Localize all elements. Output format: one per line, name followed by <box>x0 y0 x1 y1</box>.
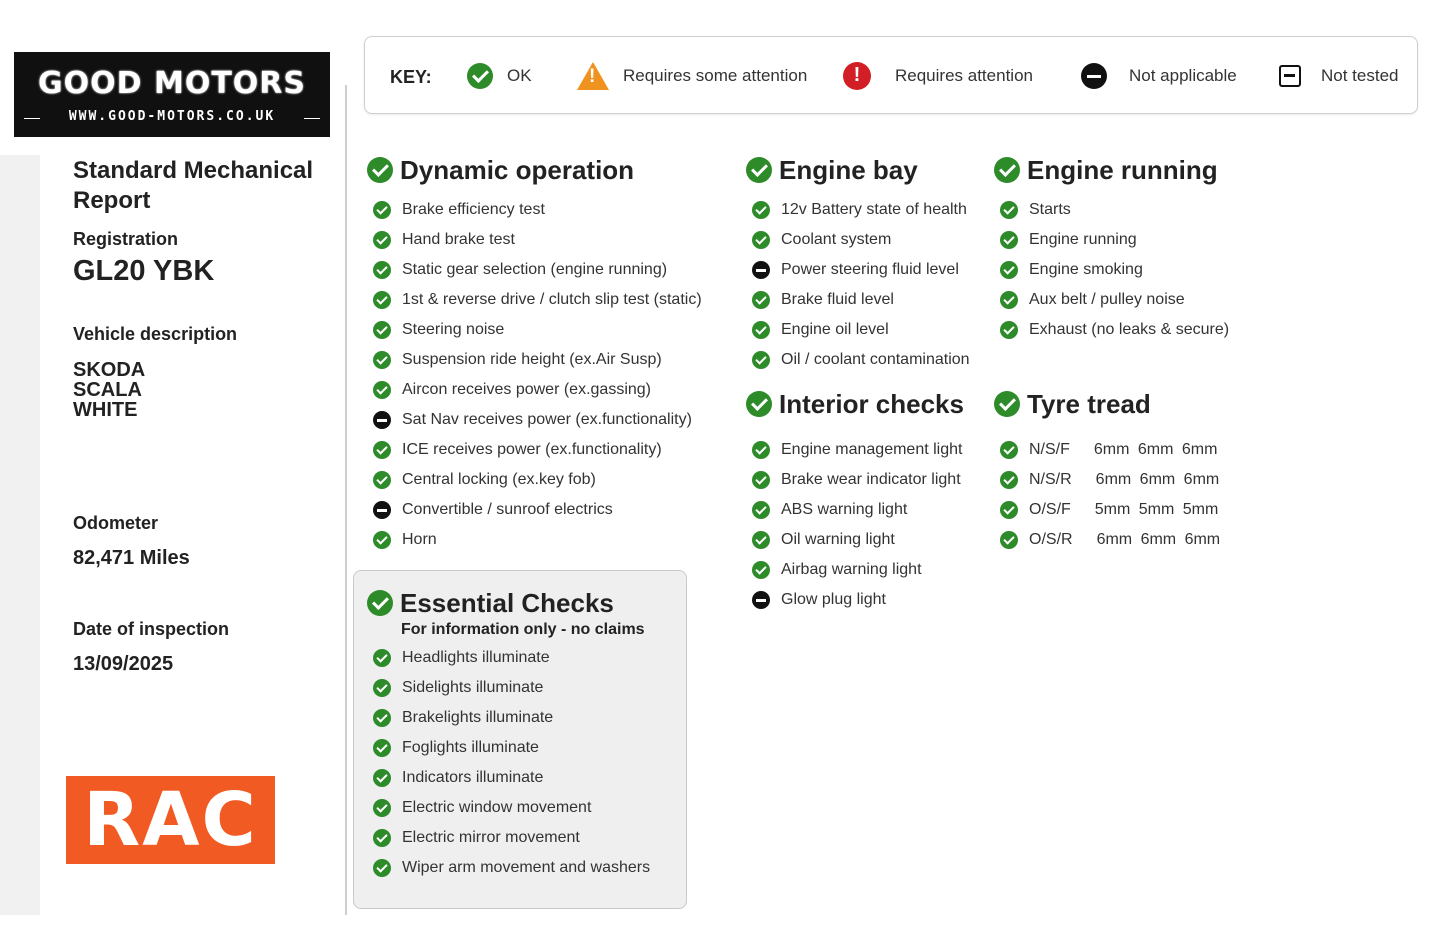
logo-name: GOOD MOTORS <box>37 66 306 101</box>
item-label: ABS warning light <box>781 501 908 518</box>
tread-depths: 5mm 5mm 5mm <box>1094 501 1219 518</box>
list-item <box>367 853 686 883</box>
item-label: Brakelights illuminate <box>402 709 554 726</box>
check-list <box>746 195 970 375</box>
list-item <box>367 375 702 405</box>
check-icon <box>752 291 770 309</box>
list-item <box>367 405 702 435</box>
check-icon <box>373 231 391 249</box>
item-label: Aircon receives power (ex.gassing) <box>402 381 651 398</box>
item-label: Convertible / sunroof electrics <box>402 501 613 518</box>
section-title: Tyre tread <box>1027 388 1151 419</box>
list-item <box>367 285 702 315</box>
list-item <box>746 465 964 495</box>
inspection-date-label: Date of inspection <box>73 619 230 639</box>
item-label: Steering noise <box>402 321 505 338</box>
section-tyre-tread <box>994 389 1220 555</box>
vehicle-colour: WHITE <box>73 399 138 421</box>
tread-depths: 6mm 6mm 6mm <box>1096 531 1221 548</box>
item-label: Electric mirror movement <box>402 829 580 846</box>
minus-circle-icon <box>373 411 391 429</box>
item-label: Sidelights illuminate <box>402 679 544 696</box>
tread-depths: 6mm 6mm 6mm <box>1095 471 1220 488</box>
odometer-value: 82,471 Miles <box>73 547 190 569</box>
key-label-ok: OK <box>507 66 532 85</box>
check-icon <box>752 201 770 219</box>
check-icon <box>373 291 391 309</box>
list-item <box>367 225 702 255</box>
list-item <box>367 673 686 703</box>
key-label-not-tested: Not tested <box>1321 66 1399 85</box>
item-label: Oil / coolant contamination <box>781 351 970 368</box>
section-interior-checks <box>746 389 964 615</box>
minus-circle-icon <box>373 501 391 519</box>
logo-line-right <box>304 118 320 119</box>
section-title: Dynamic operation <box>400 154 635 185</box>
check-icon <box>1000 291 1018 309</box>
list-item <box>746 285 970 315</box>
check-icon <box>752 561 770 579</box>
check-list <box>746 435 964 615</box>
key-title: KEY: <box>390 67 432 87</box>
list-item <box>746 225 970 255</box>
item-label: Electric window movement <box>402 799 592 816</box>
list-item <box>367 733 686 763</box>
rac-logo: RAC <box>66 776 275 864</box>
divider <box>345 85 347 915</box>
item-label: Power steering fluid level <box>781 261 959 278</box>
list-item <box>367 703 686 733</box>
check-icon <box>373 471 391 489</box>
item-label: Engine management light <box>781 441 963 458</box>
list-item <box>367 435 702 465</box>
check-icon <box>367 157 393 183</box>
check-icon <box>373 649 391 667</box>
logo-url: WWW.GOOD-MOTORS.CO.UK <box>68 109 276 124</box>
item-label: Starts <box>1029 201 1071 218</box>
list-item <box>367 345 702 375</box>
check-icon <box>1000 501 1018 519</box>
list-item <box>367 195 702 225</box>
list-item <box>994 525 1220 555</box>
list-item <box>746 195 970 225</box>
check-list <box>367 195 702 555</box>
section-engine-bay <box>746 155 970 375</box>
section-header <box>367 155 702 185</box>
report-title: Standard Mechanical Report <box>73 157 314 214</box>
item-label: Engine smoking <box>1029 261 1143 278</box>
check-icon <box>373 859 391 877</box>
check-icon <box>752 501 770 519</box>
check-icon <box>752 231 770 249</box>
minus-circle-icon <box>752 591 770 609</box>
key-item-not-tested <box>1279 59 1399 93</box>
section-header <box>994 389 1220 419</box>
item-label: Brake fluid level <box>781 291 894 308</box>
key-label-some-attention: Requires some attention <box>623 66 808 85</box>
section-title: Essential Checks <box>400 587 614 618</box>
check-icon <box>1000 471 1018 489</box>
check-icon <box>752 321 770 339</box>
check-icon <box>1000 201 1018 219</box>
check-icon <box>1000 321 1018 339</box>
list-item <box>367 465 702 495</box>
check-icon <box>373 769 391 787</box>
list-item <box>994 435 1220 465</box>
section-essential-checks <box>353 570 687 909</box>
item-label: Foglights illuminate <box>402 739 539 756</box>
list-item <box>746 435 964 465</box>
registration-label: Registration <box>73 229 179 249</box>
check-list <box>367 643 686 883</box>
check-icon <box>752 441 770 459</box>
item-label: Aux belt / pulley noise <box>1029 291 1185 308</box>
item-label: Engine oil level <box>781 321 889 338</box>
item-label: 1st & reverse drive / clutch slip test (static) <box>402 291 702 308</box>
minus-square-icon <box>1279 65 1301 87</box>
check-icon <box>1000 531 1018 549</box>
key-legend <box>364 36 1418 114</box>
check-icon <box>373 381 391 399</box>
list-item <box>994 255 1229 285</box>
list-item <box>746 255 970 285</box>
list-item <box>367 315 702 345</box>
registration-value: GL20 YBK <box>73 255 215 287</box>
item-label: ICE receives power (ex.functionality) <box>402 441 662 458</box>
list-item <box>746 495 964 525</box>
item-label: Oil warning light <box>781 531 895 548</box>
list-item <box>367 763 686 793</box>
alert-icon <box>843 62 871 90</box>
list-item <box>994 285 1229 315</box>
list-item <box>367 525 702 555</box>
key-label-not-applicable: Not applicable <box>1129 66 1237 85</box>
odometer-label: Odometer <box>73 513 159 533</box>
list-item <box>994 495 1220 525</box>
key-item-not-applicable <box>1081 59 1237 93</box>
item-label: Wiper arm movement and washers <box>402 859 651 876</box>
list-item <box>994 315 1229 345</box>
check-icon <box>1000 261 1018 279</box>
check-icon <box>752 471 770 489</box>
check-icon <box>373 321 391 339</box>
left-strip <box>0 155 40 915</box>
list-item <box>746 585 964 615</box>
warning-icon <box>577 62 609 90</box>
check-icon <box>373 201 391 219</box>
check-icon <box>752 531 770 549</box>
item-label: O/S/R <box>1029 531 1073 548</box>
check-icon <box>1000 231 1018 249</box>
check-icon <box>373 799 391 817</box>
check-icon <box>1000 441 1018 459</box>
section-title: Engine bay <box>779 154 918 185</box>
good-motors-logo <box>14 52 330 137</box>
key-label-attention: Requires attention <box>895 66 1033 85</box>
tyre-list <box>994 435 1220 555</box>
key-item-ok <box>467 59 532 93</box>
list-item <box>746 525 964 555</box>
item-label: Static gear selection (engine running) <box>402 261 668 278</box>
section-header <box>367 588 686 618</box>
minus-circle-icon <box>752 261 770 279</box>
check-icon <box>373 261 391 279</box>
check-icon <box>467 63 493 89</box>
key-item-attention <box>843 59 1033 93</box>
check-icon <box>373 531 391 549</box>
item-label: Glow plug light <box>781 591 886 608</box>
check-icon <box>373 829 391 847</box>
item-label: Suspension ride height (ex.Air Susp) <box>402 351 662 368</box>
list-item <box>367 495 702 525</box>
item-label: Brake efficiency test <box>402 201 545 218</box>
check-icon <box>746 157 772 183</box>
item-label: Engine running <box>1029 231 1137 248</box>
vehicle-make: SKODA <box>73 359 146 381</box>
check-icon <box>367 590 393 616</box>
item-label: Horn <box>402 531 437 548</box>
vehicle-description-label: Vehicle description <box>73 324 238 344</box>
item-label: Brake wear indicator light <box>781 471 961 488</box>
item-label: O/S/F <box>1029 501 1071 518</box>
tread-depths: 6mm 6mm 6mm <box>1093 441 1218 458</box>
item-label: N/S/F <box>1029 441 1070 458</box>
section-header <box>746 389 964 419</box>
item-label: Central locking (ex.key fob) <box>402 471 596 488</box>
item-label: Sat Nav receives power (ex.functionality) <box>402 411 692 428</box>
list-item <box>367 823 686 853</box>
section-title: Engine running <box>1027 154 1218 185</box>
minus-circle-icon <box>1081 63 1107 89</box>
vehicle-description <box>73 360 145 420</box>
section-title: Interior checks <box>779 388 964 419</box>
list-item <box>994 465 1220 495</box>
section-subtitle: For information only - no claims <box>401 621 645 638</box>
item-label: Coolant system <box>781 231 892 248</box>
list-item <box>746 555 964 585</box>
check-icon <box>373 679 391 697</box>
item-label: N/S/R <box>1029 471 1072 488</box>
check-icon <box>994 157 1020 183</box>
check-icon <box>746 391 772 417</box>
list-item <box>746 345 970 375</box>
item-label: 12v Battery state of health <box>781 201 967 218</box>
list-item <box>994 225 1229 255</box>
list-item <box>994 195 1229 225</box>
list-item <box>367 793 686 823</box>
list-item <box>367 643 686 673</box>
item-label: Headlights illuminate <box>402 649 550 666</box>
check-icon <box>373 351 391 369</box>
section-engine-running <box>994 155 1229 345</box>
check-icon <box>373 441 391 459</box>
item-label: Airbag warning light <box>781 561 922 578</box>
key-item-some-attention <box>577 59 807 93</box>
section-dynamic-operation <box>367 155 702 555</box>
item-label: Indicators illuminate <box>402 769 544 786</box>
section-header <box>746 155 970 185</box>
section-header <box>994 155 1229 185</box>
item-label: Exhaust (no leaks & secure) <box>1029 321 1230 338</box>
list-item <box>367 255 702 285</box>
check-icon <box>994 391 1020 417</box>
check-list <box>994 195 1229 345</box>
check-icon <box>373 739 391 757</box>
inspection-date-value: 13/09/2025 <box>73 653 174 675</box>
list-item <box>746 315 970 345</box>
check-icon <box>752 351 770 369</box>
item-label: Hand brake test <box>402 231 515 248</box>
check-icon <box>373 709 391 727</box>
vehicle-model: SCALA <box>73 379 142 401</box>
